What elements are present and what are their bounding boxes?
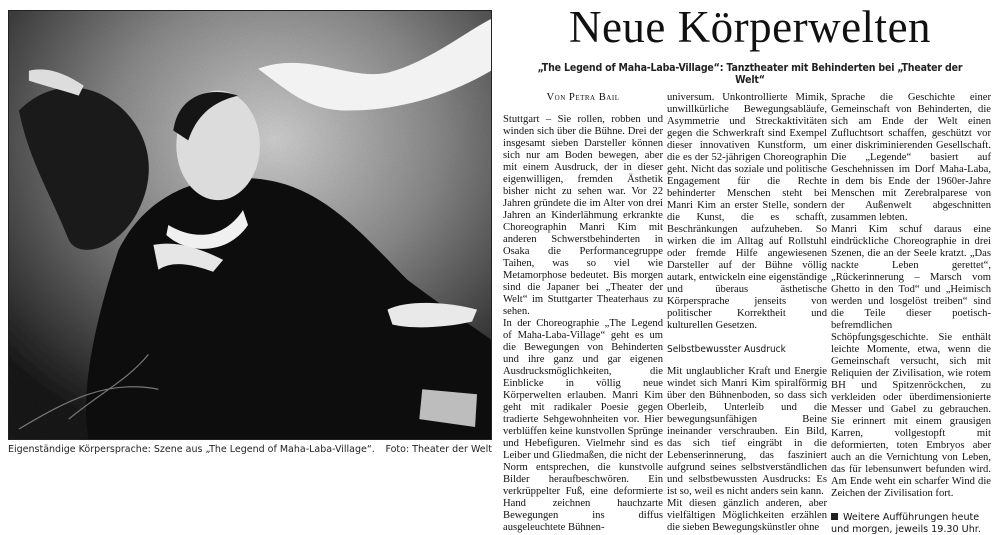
section-heading: Selbstbewusster Ausdruck — [667, 344, 786, 355]
photo-credit: Foto: Theater der Welt — [385, 444, 492, 455]
paragraph: Mit unglaublicher Kraft und Energie windet sich Manri Kim spiralförmig über den Bühnenboden, so dass sich Oberleib, Unterleib und die bewegungsunfähigen Beine ineinander verschrauben. Ein Bild, das sich tief eingräbt in die Lebenserinnerung, das fasziniert aufgrund seines selbstverständlichen und selbstbewussten Ausdrucks: Es ist so, weil es nicht anders sein kann. — [667, 366, 827, 497]
paragraph: Mit diesen gänzlich anderen, aber vielfältigen Möglichkeiten erzählen die sieben Bewegungskünstler ohne — [667, 498, 827, 533]
article-headline: Neue Körperwelten — [568, 2, 932, 52]
text-column-2 — [667, 92, 827, 534]
paragraph: Stuttgart – Sie rollen, robben und winden sich über die Bühne. Drei der insgesamt sieben Darsteller können sich nur am Boden bewegen, aber mit einem Ausdruck, der in dieser eigenwilligen, fremden Ästhetik bisher nicht zu sehen war. Vor 22 Jahren gründete die im Alter von drei Jahren an Kinderlähmung erkrankte Choreographin Manri Kim mit anderen Schwerstbehinderten in Osaka die Performancegruppe Taihen, was so viel wie Metamorphose bedeutet. Bis morgen sind die Japaner bei „Theater der Welt“ im Stuttgarter Theaterhaus zu sehen. — [503, 114, 663, 317]
dance-scene-image — [9, 11, 491, 439]
article-subheadline: „The Legend of Maha-Laba-Village“: Tanztheater mit Behinderten bei „Theater der Welt“ — [537, 62, 963, 86]
article-photo — [8, 10, 492, 440]
performance-note — [831, 512, 991, 535]
article-byline: Von Petra Bail — [546, 92, 620, 103]
paragraph: In der Choreographie „The Legend of Maha-Laba-Village“ geht es um die Bewegungen von Behinderten und ihre ganz und gar eigenen Ausdrucksmöglichkeiten, die Einblicke in völlig neue Körperwelten erlauben. Manri Kim geht mit radikaler Poesie gegen tradierte Sehgewohnheiten vor. Hier verblüffen keine kunstvollen Sprünge und Hebefiguren. Vielmehr sind es Leiber und Gliedmaßen, die nicht der Norm entsprechen, die kunstvolle Bilder heraufbeschwören. Ein verkrüppelter Fuß, eine deformierte Hand zeichnen hauchzarte Bewegungen ins diffus ausgeleuchtete Bühnen- — [503, 318, 663, 533]
text-column-3 — [831, 92, 991, 535]
paragraph: Manri Kim schuf daraus eine eindrückliche Choreographie in drei Szenen, die an der Seele kratzt. „Das nackte Leben gerettet“, „Rückerinnerung – Marsch vom Ghetto in den Tod“ und „Heimisch werden und losgelöst treiben“ sind die Teile dieser poetisch-befremdlichen Schöpfungsgeschichte. Sie enthält leichte Momente, etwa, wenn die Gemeinschaft versucht, sich mit Reliquien der Zivilisation, wie rotem BH und Spitzenröckchen, zu verkleiden oder überdimensionierte Messer und Gabel zu gebrauchen. Sie erinnert mit einem grausigen Karren, vollgestopft mit deformierten, toten Embryos aber auch an die Vernichtung von Leben, das für lebensunwert befunden wird. Am Ende weht ein scharfer Wind die Zeichen der Zivilisation fort. — [831, 224, 991, 499]
photo-caption: Eigenständige Körpersprache: Szene aus „The Legend of Maha-Laba-Village“. — [8, 444, 375, 455]
paragraph: universum. Unkontrollierte Mimik, unwillkürliche Bewegungsabläufe, Asymmetrie und Streckaktivitäten gegen die Schwerkraft sind Exempel dieser innovativen Kunstform, um die es der 52-jährigen Choreographin geht. Nicht das soziale und politische Engagement für die Rechte behinderter Menschen steht bei Manri Kim an erster Stelle, sondern die Kunst, die es schafft, Beschränkungen aufzuheben. So wirken die im Alltag auf Rollstuhl oder fremde Hilfe angewiesenen Darsteller auf der Bühne völlig autark, entwickeln eine eigenständige und überaus ästhetische Körpersprache jenseits von politischer Korrektheit und kulturellen Gesetzen. — [667, 92, 827, 331]
text-column-1 — [503, 92, 663, 534]
photo-caption-bar — [8, 444, 492, 455]
paragraph: Sprache die Geschichte einer Gemeinschaft von Behinderten, die sich am Ende der Welt einen Zufluchtsort schaffen, geschützt vor einer diskriminierenden Gesellschaft. Die „Legende“ basiert auf Geschehnissen im Dorf Maha-Laba, in dem bis Ende der 1960er-Jahre Menschen mit Zerebralparese von der Außenwelt abgeschnitten zusammen lebten. — [831, 92, 991, 223]
square-bullet-icon — [831, 513, 838, 520]
performance-note-text: Weitere Aufführungen heute und morgen, jeweils 19.30 Uhr. — [831, 512, 981, 535]
